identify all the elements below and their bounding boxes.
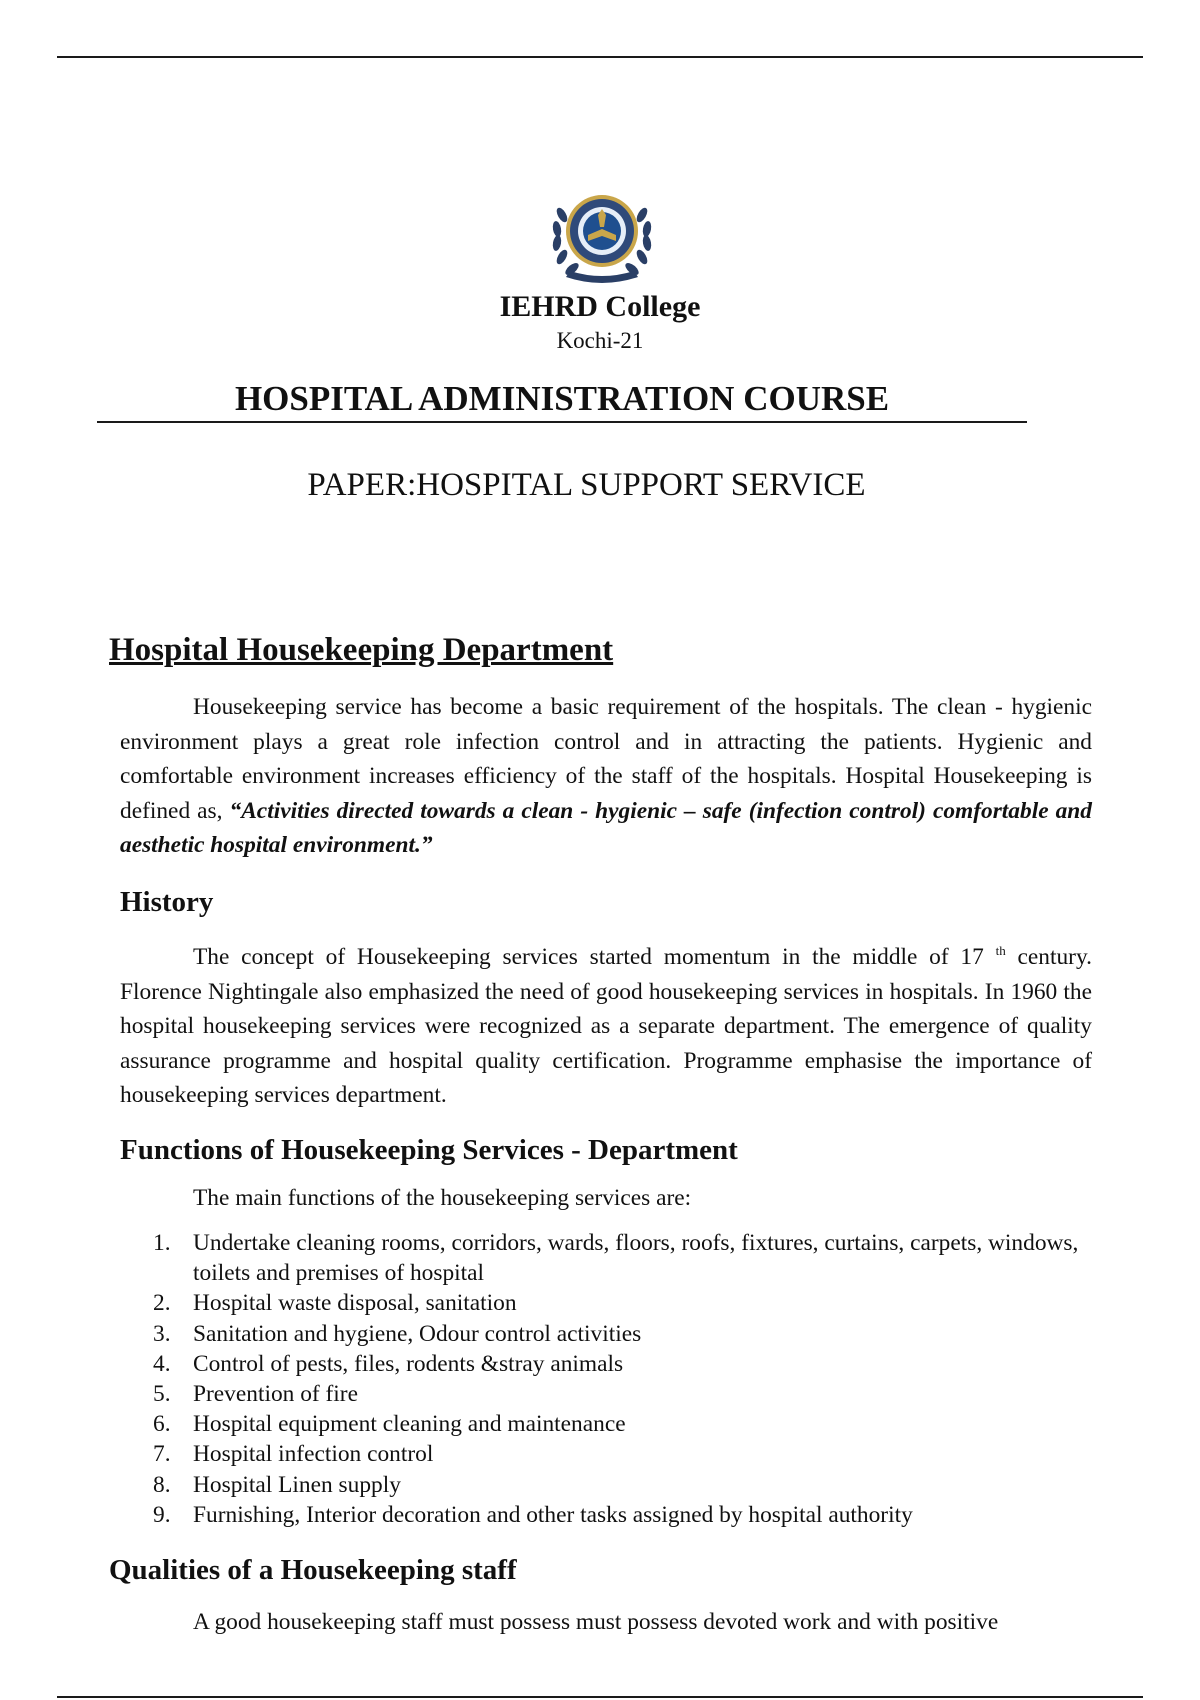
list-item-text: Sanitation and hygiene, Odour control activities: [193, 1320, 642, 1347]
list-item-number: 4.: [153, 1350, 171, 1377]
college-name: IEHRD College: [499, 290, 701, 323]
list-item-number: 7.: [153, 1441, 171, 1468]
list-item-number: 8.: [153, 1471, 171, 1498]
list-item-text: Hospital waste disposal, sanitation: [193, 1290, 517, 1317]
history-text-start: The concept of Housekeeping services started momentum in the middle of 17: [193, 944, 996, 970]
history-superscript: th: [995, 943, 1006, 959]
list-item-text: Furnishing, Interior decoration and other tasks assigned by hospital authority: [193, 1501, 913, 1528]
top-rule: [57, 56, 1143, 58]
section-heading-department: Hospital Housekeeping Department: [109, 632, 614, 668]
list-item-number: 2.: [153, 1290, 171, 1317]
list-item-number: 6.: [153, 1411, 171, 1438]
list-item-text: Hospital infection control: [193, 1441, 434, 1468]
course-title: HOSPITAL ADMINISTRATION COURSE: [234, 379, 890, 418]
list-item-text: Undertake cleaning rooms, corridors, wards, floors, roofs, fixtures, curtains, carpets, windows, toilets and premises of hospital: [193, 1230, 1079, 1287]
section-heading-qualities: Qualities of a Housekeeping staff: [109, 1554, 517, 1586]
section-heading-history: History: [120, 886, 214, 918]
list-item-number: 1.: [153, 1230, 171, 1256]
paper-title: PAPER:HOSPITAL SUPPORT SERVICE: [307, 467, 866, 503]
list-item-text: Prevention of fire: [193, 1381, 358, 1408]
list-item: [120, 1379, 1092, 1409]
list-item-text: Hospital Linen supply: [193, 1471, 401, 1498]
list-item: [120, 1409, 1092, 1439]
bottom-rule: [57, 1696, 1143, 1698]
list-item: [120, 1288, 1092, 1318]
list-item: [120, 1319, 1092, 1349]
list-item: [120, 1349, 1092, 1379]
list-item: [120, 1470, 1092, 1500]
list-item-number: 5.: [153, 1381, 171, 1408]
paragraph-history: [120, 940, 1092, 1113]
list-item: [120, 1228, 1092, 1288]
list-item: [120, 1500, 1092, 1530]
course-title-rule: [97, 421, 1027, 423]
list-item-text: Hospital equipment cleaning and maintenance: [193, 1411, 626, 1438]
college-location: Kochi-21: [556, 328, 644, 353]
college-logo-emblem: [546, 185, 658, 291]
functions-list: [120, 1228, 1092, 1530]
list-item: [120, 1439, 1092, 1469]
history-text-end: century. Florence Nightingale also emphasized the need of good housekeeping services in hospitals. In 1960 the hospital housekeeping services were recognized as a separate department. The emergence of quality assurance programme and hospital quality certification. Programme emphasise the importance of housekeeping services department.: [120, 944, 1092, 1108]
paragraph-department: [120, 690, 1092, 863]
section-heading-functions: Functions of Housekeeping Services - Department: [120, 1134, 738, 1166]
functions-intro: The main functions of the housekeeping services are:: [193, 1185, 692, 1211]
department-definition-quote: “Activities directed towards a clean - hygienic – safe (infection control) comfortable and aesthetic hospital environment.”: [120, 797, 1092, 858]
paragraph-qualities: A good housekeeping staff must possess must possess devoted work and with positive: [193, 1609, 999, 1635]
list-item-number: 9.: [153, 1501, 171, 1528]
list-item-number: 3.: [153, 1320, 171, 1347]
department-text: Housekeeping service has become a basic requirement of the hospitals. The clean - hygienic environment plays a great role infection control and in attracting the patients. Hygienic and comfortable environment increases efficiency of the staff of the hospitals. Hospital Housekeeping is defined as,: [120, 694, 1092, 824]
list-item-text: Control of pests, files, rodents &stray animals: [193, 1350, 624, 1377]
